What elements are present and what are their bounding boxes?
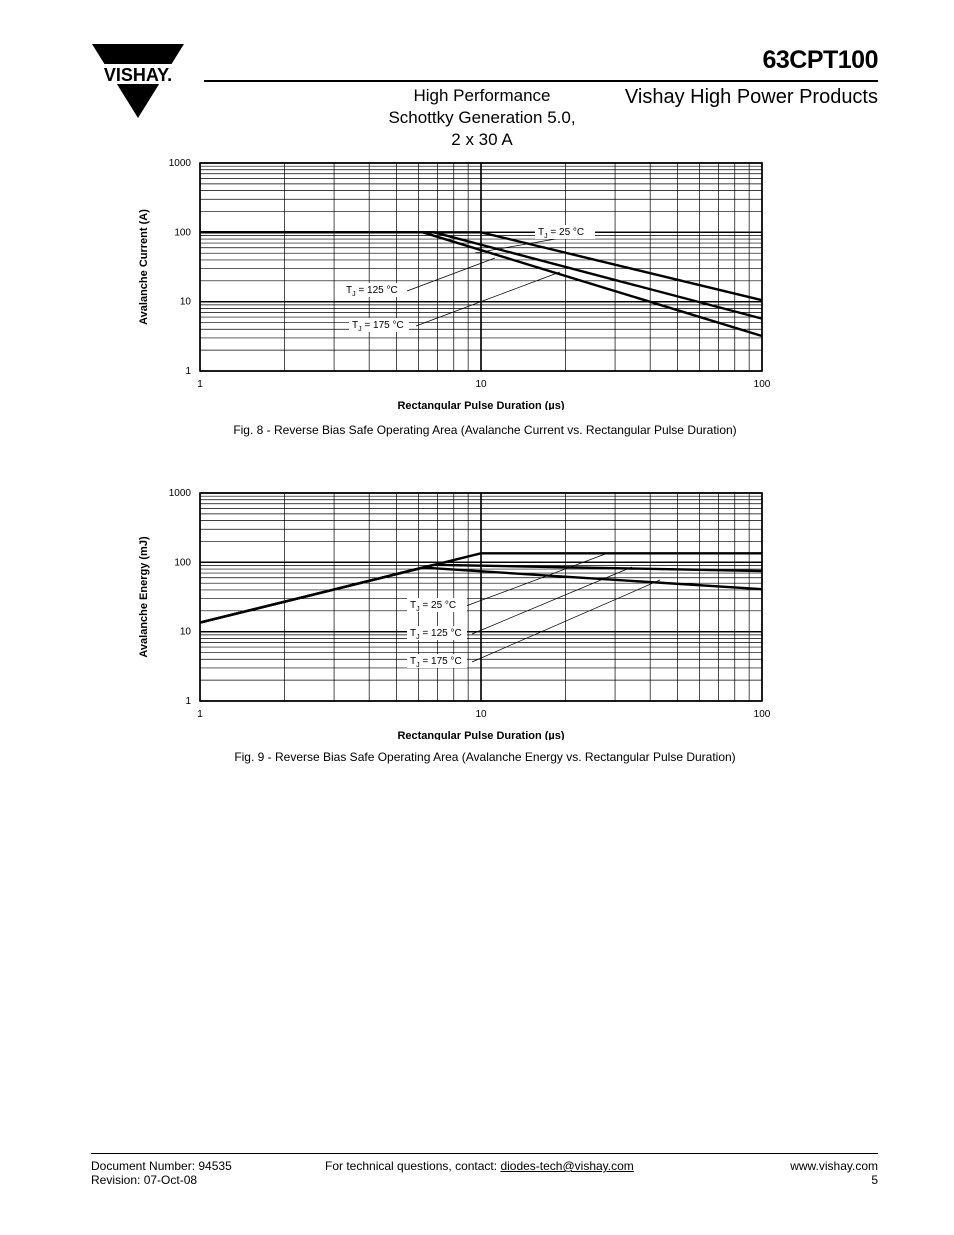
series-label-symbol: T	[346, 285, 353, 296]
page-number: 5	[871, 1173, 878, 1187]
series-label-subscript: J	[544, 233, 548, 240]
figure-caption: Fig. 9 - Reverse Bias Safe Operating Area (Avalanche Energy vs. Rectangular Pulse Duration)	[234, 750, 736, 764]
series-label-value: = 25 °C	[547, 227, 585, 238]
avalanche-energy-chart	[120, 480, 800, 740]
revision: Revision: 07-Oct-08	[91, 1173, 198, 1187]
header-rule	[204, 80, 878, 82]
y-tick-label: 10	[179, 626, 191, 638]
document-number: Document Number: 94535	[91, 1159, 232, 1173]
y-axis-label: Avalanche Energy (mJ)	[138, 536, 150, 658]
y-tick-label: 100	[174, 227, 191, 239]
x-axis-label: Rectangular Pulse Duration (µs)	[397, 730, 565, 740]
vishay-logo	[90, 42, 186, 120]
y-tick-label: 1000	[168, 158, 191, 169]
subtitle-line: Schottky Generation 5.0,	[388, 108, 576, 127]
series-label-subscript: J	[358, 326, 362, 333]
x-tick-label: 1	[197, 379, 203, 390]
part-number: 63CPT100	[762, 46, 878, 74]
series-label-value: = 125 °C	[355, 285, 398, 296]
series-label-subscript: J	[416, 606, 420, 613]
product-line: Vishay High Power Products	[624, 86, 878, 108]
avalanche-current-chart	[120, 150, 800, 410]
series-label-subscript: J	[352, 291, 356, 298]
series-label-subscript: J	[416, 634, 420, 641]
series-label-symbol: T	[352, 320, 359, 331]
x-tick-label: 100	[753, 709, 771, 720]
series-label-subscript: J	[416, 662, 420, 669]
series-label-symbol: T	[410, 600, 417, 611]
series-label-value: = 175 °C	[361, 320, 404, 331]
y-tick-label: 1000	[168, 488, 191, 499]
x-tick-label: 10	[475, 709, 487, 720]
website[interactable]: www.vishay.com	[790, 1159, 878, 1173]
series-label-symbol: T	[410, 656, 417, 667]
contact-prefix: For technical questions, contact:	[325, 1159, 501, 1173]
leader-line	[407, 258, 495, 291]
y-tick-label: 10	[179, 296, 191, 308]
subtitle-line: 2 x 30 A	[451, 130, 513, 149]
series-label-value: = 125 °C	[419, 628, 462, 639]
y-tick-label: 1	[185, 696, 191, 707]
leader-line	[466, 553, 608, 606]
series-label-value: = 175 °C	[419, 656, 462, 667]
series-label-value: = 25 °C	[419, 600, 457, 611]
contact-line	[325, 1159, 634, 1173]
subtitle-line: High Performance	[413, 86, 551, 105]
figure-caption: Fig. 8 - Reverse Bias Safe Operating Area (Avalanche Current vs. Rectangular Pulse Duration)	[233, 423, 737, 437]
leader-line	[472, 580, 660, 662]
y-axis-label: Avalanche Current (A)	[138, 209, 150, 325]
footer-rule	[91, 1153, 878, 1154]
x-axis-label: Rectangular Pulse Duration (µs)	[397, 400, 565, 410]
logo-text: VISHAY.	[103, 65, 173, 85]
x-tick-label: 100	[753, 379, 771, 390]
leader-line	[472, 567, 632, 634]
y-tick-label: 100	[174, 557, 191, 569]
series-label-symbol: T	[410, 628, 417, 639]
x-tick-label: 1	[197, 709, 203, 720]
series-label-symbol: T	[538, 227, 545, 238]
contact-email-link[interactable]: diodes-tech@vishay.com	[500, 1159, 634, 1173]
x-tick-label: 10	[475, 379, 487, 390]
product-subtitle	[364, 85, 600, 151]
y-tick-label: 1	[185, 366, 191, 377]
